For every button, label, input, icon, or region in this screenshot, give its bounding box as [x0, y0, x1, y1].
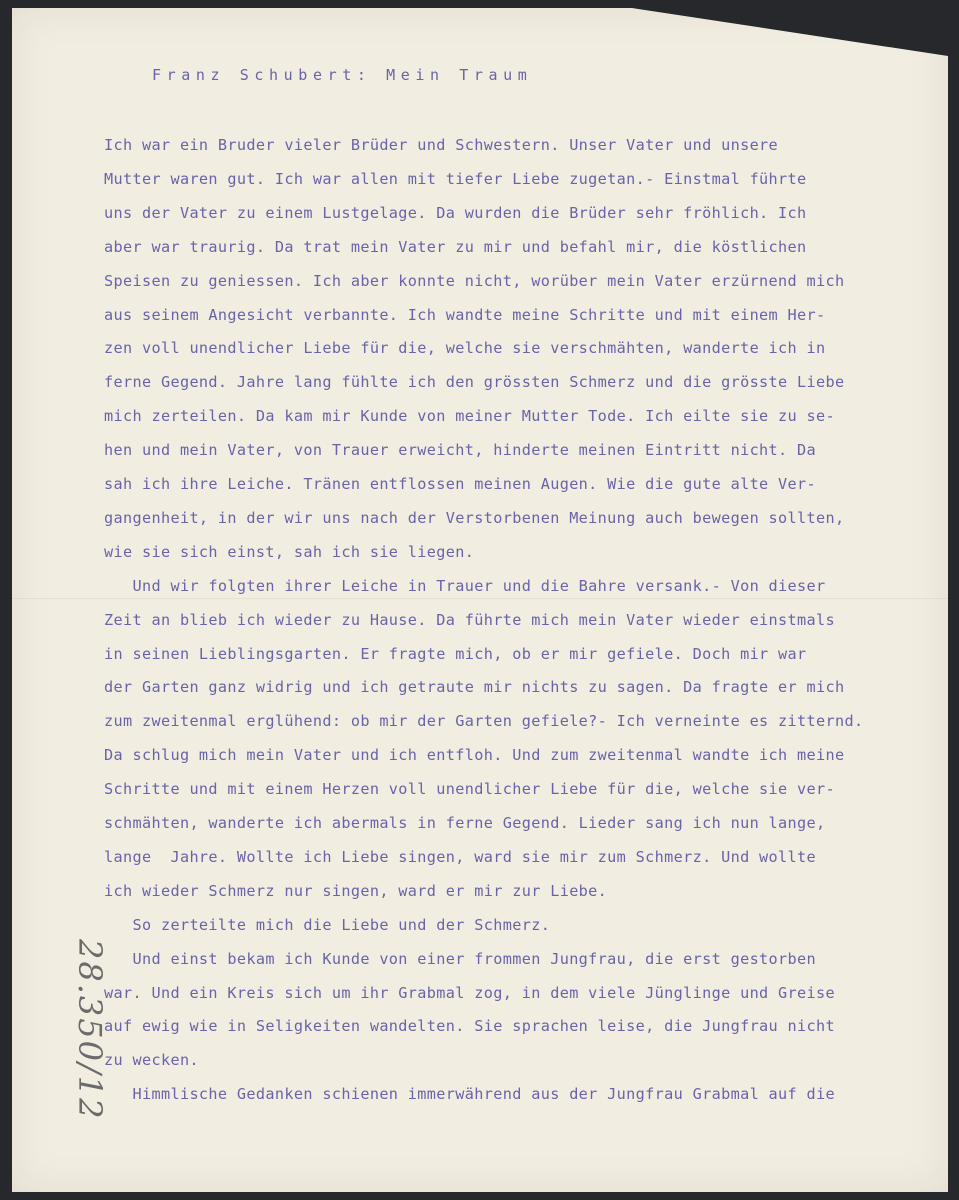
text-line: gangenheit, in der wir uns nach der Verstorbenen Meinung auch bewegen sollten,	[104, 508, 845, 527]
text-line: Und einst bekam ich Kunde von einer frommen Jungfrau, die erst gestorben	[104, 949, 817, 968]
text-line: wie sie sich einst, sah ich sie liegen.	[104, 542, 475, 561]
text-line: lange Jahre. Wollte ich Liebe singen, ward sie mir zum Schmerz. Und wollte	[104, 847, 817, 866]
text-line: ich wieder Schmerz nur singen, ward er mir zur Liebe.	[104, 881, 608, 900]
text-line: zu wecken.	[104, 1051, 199, 1070]
text-line: Ich war ein Bruder vieler Brüder und Schwestern. Unser Vater und unsere	[104, 136, 779, 154]
text-line: Mutter waren gut. Ich war allen mit tiefer Liebe zugetan.- Einstmal führte	[104, 169, 807, 188]
text-line: uns der Vater zu einem Lustgelage. Da wurden die Brüder sehr fröhlich. Ich	[104, 203, 807, 222]
text-line: Und wir folgten ihrer Leiche in Trauer und die Bahre versank.- Von dieser	[104, 576, 826, 595]
text-line: aber war traurig. Da trat mein Vater zu mir und befahl mir, die köstlichen	[104, 237, 807, 256]
text-line: ferne Gegend. Jahre lang fühlte ich den grössten Schmerz und die grösste Liebe	[104, 373, 845, 392]
text-line: Schritte und mit einem Herzen voll unendlicher Liebe für die, welche sie ver-	[104, 780, 836, 799]
text-line: zen voll unendlicher Liebe für die, welche sie verschmähten, wanderte ich in	[104, 339, 826, 358]
text-line: Da schlug mich mein Vater und ich entfloh. Und zum zweitenmal wandte ich meine	[104, 746, 845, 765]
text-line: hen und mein Vater, von Trauer erweicht, hinderte meinen Eintritt nicht. Da	[104, 441, 817, 460]
text-line: mich zerteilen. Da kam mir Kunde von meiner Mutter Tode. Ich eilte sie zu se-	[104, 407, 836, 426]
text-line: auf ewig wie in Seligkeiten wandelten. Sie sprachen leise, die Jungfrau nicht	[104, 1017, 836, 1036]
text-line: der Garten ganz widrig und ich getraute mir nichts zu sagen. Da fragte er mich	[104, 678, 845, 697]
text-line: aus seinem Angesicht verbannte. Ich wandte meine Schritte und mit einem Her-	[104, 305, 826, 324]
text-line: Zeit an blieb ich wieder zu Hause. Da führte mich mein Vater wieder einstmals	[104, 610, 836, 629]
text-line: zum zweitenmal erglühend: ob mir der Garten gefiele?- Ich verneinte es zitternd.	[104, 712, 864, 731]
text-line: war. Und ein Kreis sich um ihr Grabmal zog, in dem viele Jünglinge und Greise	[104, 983, 836, 1002]
archive-number-handwritten: 28.350/12	[71, 939, 109, 1121]
text-line: Speisen zu geniessen. Ich aber konnte nicht, worüber mein Vater erzürnend mich	[104, 271, 845, 290]
document-title: Franz Schubert: Mein Traum	[152, 66, 533, 84]
text-line: Himmlische Gedanken schienen immerwährend aus der Jungfrau Grabmal auf die	[104, 1085, 836, 1104]
text-line: schmähten, wanderte ich abermals in ferne Gegend. Lieder sang ich nun lange,	[104, 814, 826, 832]
text-line: sah ich ihre Leiche. Tränen entflossen meinen Augen. Wie die gute alte Ver-	[104, 475, 817, 493]
text-line: So zerteilte mich die Liebe und der Schmerz.	[104, 915, 551, 934]
text-line: in seinen Lieblingsgarten. Er fragte mich, ob er mir gefiele. Doch mir war	[104, 644, 807, 663]
paper-fold-line	[12, 598, 948, 600]
